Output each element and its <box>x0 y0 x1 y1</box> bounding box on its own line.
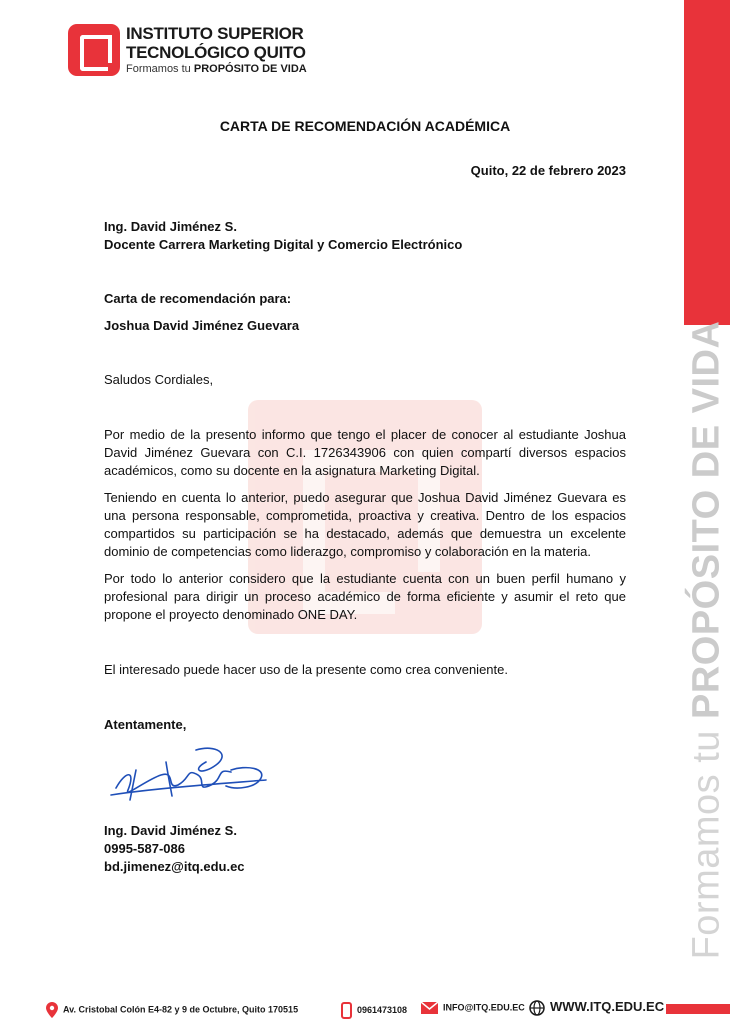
side-red-bar <box>684 0 730 325</box>
recommendation-label: Carta de recomendación para: <box>104 291 292 306</box>
signer-phone: 0995-587-086 <box>104 841 185 856</box>
logo-name-line1: INSTITUTO SUPERIOR <box>126 24 304 43</box>
location-pin-icon <box>46 1002 58 1018</box>
greeting: Saludos Cordiales, <box>104 372 214 387</box>
globe-icon <box>529 1000 545 1016</box>
sender-role: Docente Carrera Marketing Digital y Comercio Electrónico <box>104 237 463 252</box>
letter-title: CARTA DE RECOMENDACIÓN ACADÉMICA <box>219 118 511 134</box>
footer-red-accent <box>666 1004 730 1014</box>
handwritten-signature <box>106 740 276 810</box>
logo-name-line2: TECNOLÓGICO QUITO <box>126 43 306 62</box>
letter-date: Quito, 22 de febrero 2023 <box>470 163 626 178</box>
sender-name: Ing. David Jiménez S. <box>104 219 237 234</box>
closing: Atentamente, <box>104 717 187 732</box>
logo-mark-icon <box>68 24 120 76</box>
signer-email: bd.jimenez@itq.edu.ec <box>104 859 245 874</box>
side-slogan: Formamos tu PROPÓSITO DE VIDA <box>685 320 728 960</box>
footer-email: INFO@ITQ.EDU.EC <box>421 1002 525 1014</box>
paragraph-2: Teniendo en cuenta lo anterior, puedo asegurar que Joshua David Jiménez Guevara es una persona responsable, comprometida, proactiva y creativa. Dentro de los espacios compartidos su participación se ha destacado, además que demuestra un excelente dominio de competencias como liderazgo, compromiso y colaboración en la materia. <box>104 490 626 559</box>
footer-web: WWW.ITQ.EDU.EC <box>529 999 664 1016</box>
footer <box>46 998 686 1022</box>
paragraph-4: El interesado puede hacer uso de la presente como crea conveniente. <box>104 662 508 677</box>
paragraph-3: Por todo lo anterior considero que la estudiante cuenta con un buen perfil humano y profesional para dirigir un proceso académico de forma eficiente y asumir el reto que propone el proyecto denominado ONE DAY. <box>104 571 626 622</box>
recipient-name: Joshua David Jiménez Guevara <box>104 318 300 333</box>
institute-logo <box>68 24 328 78</box>
mail-icon <box>421 1002 438 1014</box>
signer-name: Ing. David Jiménez S. <box>104 823 237 838</box>
logo-tagline: Formamos tu PROPÓSITO DE VIDA <box>126 63 307 75</box>
footer-address: Av. Cristobal Colón E4-82 y 9 de Octubre, Quito 170515 <box>46 1002 298 1018</box>
phone-icon <box>341 1002 352 1019</box>
paragraph-1: Por medio de la presento informo que tengo el placer de conocer al estudiante Joshua David Jiménez Guevara con C.I. 1726343906 con quien compartí diversos espacios académicos, como su docente en la asignatura Marketing Digital. <box>104 427 626 478</box>
footer-phone: 0961473108 <box>341 1002 407 1019</box>
